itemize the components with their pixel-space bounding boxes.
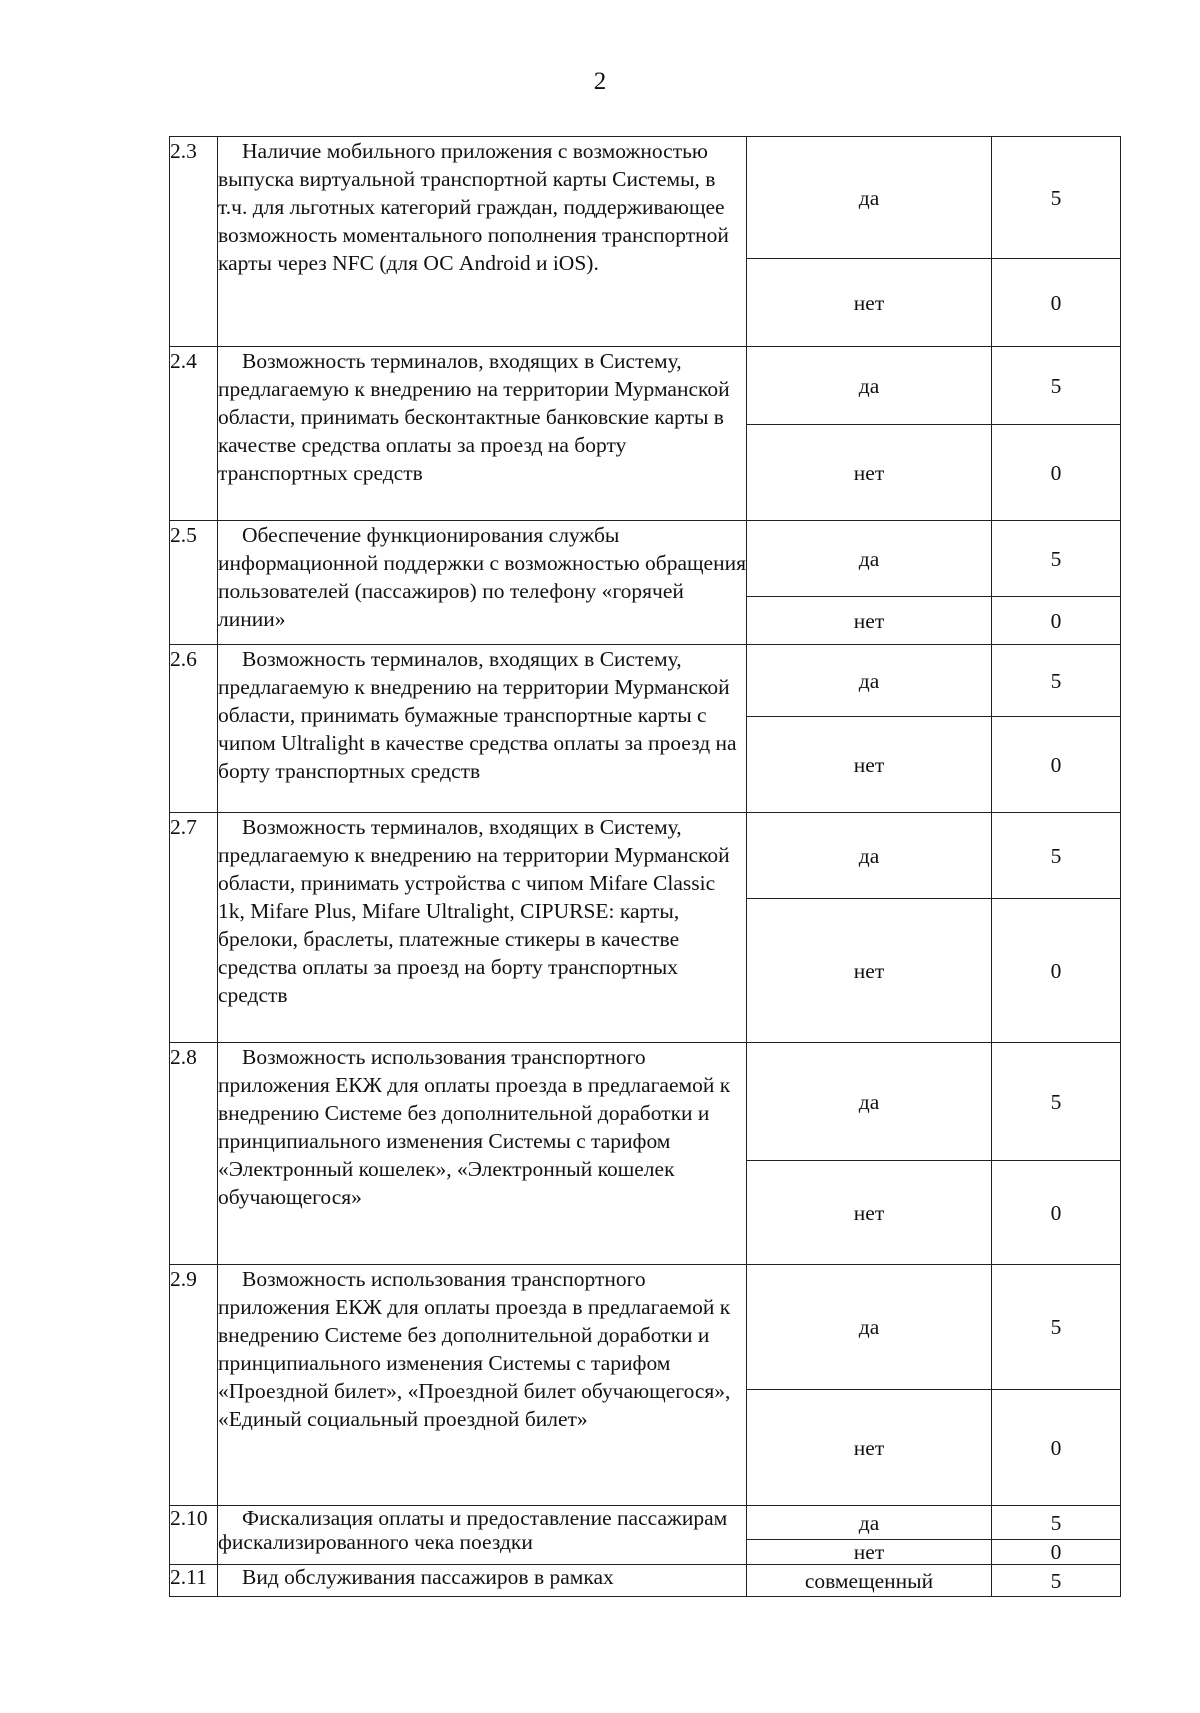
table-row	[170, 1565, 1121, 1597]
page-number: 2	[593, 68, 607, 95]
table-row	[170, 1265, 1121, 1390]
answer-cell: да	[747, 1506, 992, 1540]
answer-cell: нет	[747, 597, 992, 645]
table-row	[170, 347, 1121, 425]
answer-cell: нет	[747, 425, 992, 521]
criterion-number: 2.5	[170, 521, 218, 645]
score-cell: 0	[992, 717, 1121, 813]
criterion-text: Вид обслуживания пассажиров в рамках	[218, 1565, 747, 1597]
score-cell: 5	[992, 1265, 1121, 1390]
score-cell: 5	[992, 1043, 1121, 1161]
score-cell: 5	[992, 347, 1121, 425]
answer-cell: да	[747, 645, 992, 717]
answer-cell: нет	[747, 259, 992, 347]
answer-cell: да	[747, 1043, 992, 1161]
answer-cell: да	[747, 813, 992, 899]
table-row	[170, 521, 1121, 597]
criterion-text: Возможность терминалов, входящих в Систему, предлагаемую к внедрению на территории Мурманской области, принимать устройства с чипом Mifare Classic 1k, Mifare Plus, Mifare Ultralight, CIPURSE: карты, брелоки, браслеты, платежные стикеры в качестве средства оплаты за проезд на борту транспортных средств	[218, 813, 747, 1043]
answer-cell: да	[747, 1265, 992, 1390]
criterion-number: 2.10	[170, 1506, 218, 1565]
answer-cell: да	[747, 137, 992, 259]
criterion-text: Обеспечение функционирования службы информационной поддержки с возможностью обращения пользователей (пассажиров) по телефону «горячей линии»	[218, 521, 747, 645]
table-row	[170, 137, 1121, 259]
criterion-text: Возможность использования транспортного приложения ЕКЖ для оплаты проезда в предлагаемой к внедрению Системе без дополнительной доработки и принципиального изменения Системы с тарифом «Электронный кошелек», «Электронный кошелек обучающегося»	[218, 1043, 747, 1265]
score-cell: 0	[992, 425, 1121, 521]
criterion-number: 2.3	[170, 137, 218, 347]
answer-cell: нет	[747, 899, 992, 1043]
score-cell: 0	[992, 1540, 1121, 1565]
score-cell: 0	[992, 259, 1121, 347]
score-cell: 0	[992, 899, 1121, 1043]
score-cell: 5	[992, 137, 1121, 259]
criterion-text: Наличие мобильного приложения с возможностью выпуска виртуальной транспортной карты Системы, в т.ч. для льготных категорий граждан, поддерживающее возможность моментального пополнения транспортной карты через NFC (для ОС Android и iOS).	[218, 137, 747, 347]
answer-cell: нет	[747, 1540, 992, 1565]
criterion-text: Фискализация оплаты и предоставление пассажирам фискализированного чека поездки	[218, 1506, 747, 1565]
criterion-number: 2.7	[170, 813, 218, 1043]
criterion-number: 2.4	[170, 347, 218, 521]
table-row	[170, 645, 1121, 717]
score-cell: 5	[992, 1506, 1121, 1540]
criteria-table	[169, 136, 1121, 1597]
score-cell: 5	[992, 521, 1121, 597]
answer-cell: нет	[747, 1390, 992, 1506]
criterion-number: 2.8	[170, 1043, 218, 1265]
criterion-number: 2.6	[170, 645, 218, 813]
table-row	[170, 1043, 1121, 1161]
criterion-text: Возможность использования транспортного приложения ЕКЖ для оплаты проезда в предлагаемой к внедрению Системе без дополнительной доработки и принципиального изменения Системы с тарифом «Проездной билет», «Проездной билет обучающегося», «Единый социальный проездной билет»	[218, 1265, 747, 1506]
answer-cell: нет	[747, 717, 992, 813]
table-row	[170, 813, 1121, 899]
criterion-text: Возможность терминалов, входящих в Систему, предлагаемую к внедрению на территории Мурманской области, принимать бумажные транспортные карты с чипом Ultralight в качестве средства оплаты за проезд на борту транспортных средств	[218, 645, 747, 813]
table-row	[170, 1506, 1121, 1540]
answer-cell: да	[747, 521, 992, 597]
score-cell: 0	[992, 597, 1121, 645]
answer-cell: совмещенный	[747, 1565, 992, 1597]
criterion-number: 2.9	[170, 1265, 218, 1506]
answer-cell: да	[747, 347, 992, 425]
score-cell: 5	[992, 645, 1121, 717]
score-cell: 5	[992, 1565, 1121, 1597]
criterion-number: 2.11	[170, 1565, 218, 1597]
answer-cell: нет	[747, 1161, 992, 1265]
criterion-text: Возможность терминалов, входящих в Систему, предлагаемую к внедрению на территории Мурманской области, принимать бесконтактные банковские карты в качестве средства оплаты за проезд на борту транспортных средств	[218, 347, 747, 521]
score-cell: 0	[992, 1161, 1121, 1265]
score-cell: 5	[992, 813, 1121, 899]
score-cell: 0	[992, 1390, 1121, 1506]
